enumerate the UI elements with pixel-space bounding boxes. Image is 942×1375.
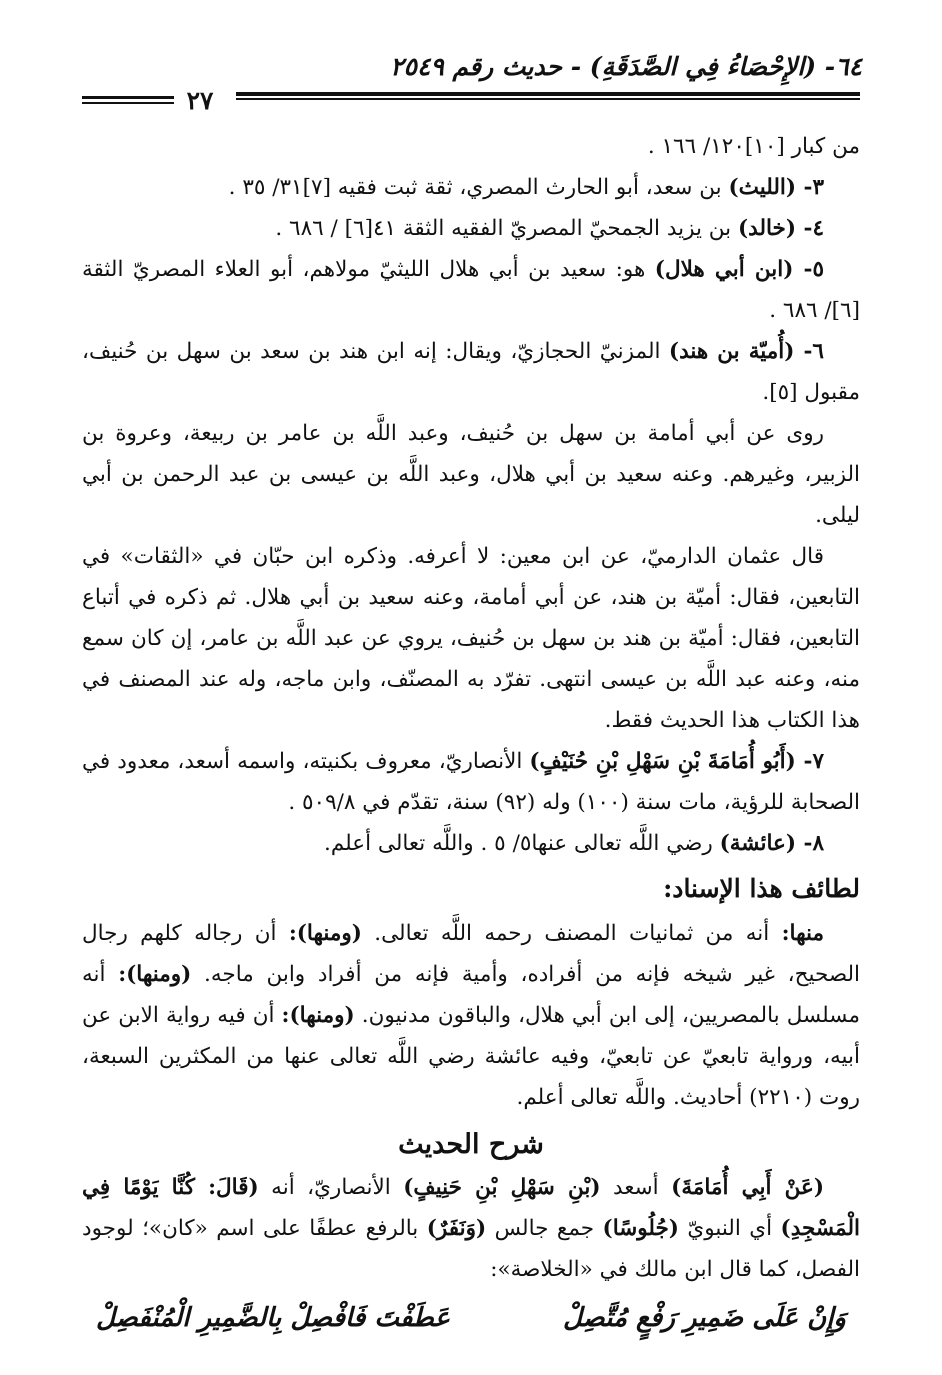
narrator-7-name: ٧- (أَبُو أُمَامَةَ بْنِ سَهْلِ بْنِ حُنَيْفٍ) — [529, 749, 824, 774]
narrator-5: ٥- (ابن أبي هلال) هو: سعيد بن أبي هلال الليثيّ مولاهم، أبو العلاء المصريّ الثقة [٦]/ ٦٨٦ . — [82, 257, 860, 323]
heading-lataif: لطائف هذا الإسناد: — [663, 874, 860, 903]
narrator-8: ٨- (عائشة) رضي اللَّه تعالى عنها٥/ ٥ . واللَّه تعالى أعلم. — [324, 831, 824, 856]
narrator-5-name: ٥- (ابن أبي هلال) — [654, 257, 824, 282]
narrator-4-name: ٤- (خالد) — [738, 216, 824, 241]
paragraph-continuation: من كبار [١٠]١٢٠/ ١٦٦ . — [647, 134, 860, 159]
heading-sharh: شرح الحديث — [398, 1129, 544, 1160]
narrator-4: ٤- (خالد) بن يزيد الجمحيّ المصريّ الفقيه الثقة ٤١[٦] / ٦٨٦ . — [275, 216, 824, 241]
page-number: ٢٧ — [186, 86, 214, 115]
header-rule-top — [236, 92, 860, 96]
narrator-3-name: ٣- (الليث) — [728, 175, 824, 200]
narrator-8-name: ٨- (عائشة) — [719, 831, 824, 856]
narrator-6: ٦- (أُميّة بن هند) المزنيّ الحجازيّ، ويقال: إنه ابن هند بن سعد بن سهل بن حُنيف، مقبول [٥]. — [82, 339, 860, 405]
paragraph-lataif: منها: أنه من ثمانيات المصنف رحمه اللَّه تعالى. (ومنها): أن رجاله كلهم رجال الصحيح، غير شيخه فإنه من أفراده، وأمية فإنه من أفراد وابن ماجه. (ومنها): أنه مسلسل بالمصريين، إلى ابن أبي هلال، والباقون مدنيون. (ومنها): أن فيه رواية الابن عن أبيه، ورواية تابعيّ عن تابعيّ، وفيه عائشة رضي اللَّه تعالى عنها من المكثرين السبعة، روت (٢٢١٠) أحاديث. واللَّه تعالى أعلم. — [82, 921, 860, 1110]
paragraph-qala: قال عثمان الدارميّ، عن ابن معين: لا أعرفه. وذكره ابن حبّان في «الثقات» في التابعين، فقال: أميّة بن هند، عن أبي أمامة، وعنه سعيد بن أبي هلال. ثم ذكره في أتباع التابعين، فقال: أميّة بن هند بن سهل بن حُنيف، يروي عن عبد اللَّه بن عامر، إن كان سمع منه، وعنه عبد اللَّه بن عيسى انتهى. تفرّد به المصنّف، وابن ماجه، وله عند المصنف في هذا الكتاب هذا الحديث فقط. — [82, 544, 860, 733]
narrator-6-name: ٦- (أُميّة بن هند) — [668, 339, 824, 364]
paragraph-rawa: روى عن أبي أمامة بن سهل بن حُنيف، وعبد اللَّه بن عامر بن ربيعة، وعروة بن الزبير، وغيرهم. وعنه سعيد بن أبي هلال، وعبد اللَّه بن عيسى بن عبد الرحمن بن أبي ليلى. — [82, 421, 860, 528]
main-content — [82, 126, 860, 1342]
verse-second-hemistich: عَطَفْتَ فَافْصِلْ بِالضَّمِيرِ الْمُنْفَصِلْ — [96, 1303, 450, 1333]
page-number-rule-top — [82, 96, 174, 99]
paragraph-sharh: (عَنْ أَبِي أُمَامَةَ) أسعد (بْنِ سَهْلِ بْنِ حَنِيفٍ) الأنصاريّ، أنه (قَالَ: كُنَّا يَوْمًا فِي الْمَسْجِدِ) أي النبويّ (جُلُوسًا) جمع جالس (وَنَفَرٌ) بالرفع عطفًا على اسم «كان»؛ لوجود الفصل، كما قال ابن مالك في «الخلاصة»: — [82, 1175, 861, 1282]
verse-first-hemistich: وَإِنْ عَلَى ضَمِيرِ رَفْعٍ مُتَّصِلْ — [562, 1303, 846, 1333]
poetry-verse — [82, 1290, 860, 1342]
running-header-title: ٦٤- (الإِحْصَاءُ فِي الصَّدَقَةِ) - حديث رقم ٢٥٤٩ — [390, 52, 862, 81]
page-number-rule-bottom — [82, 102, 174, 104]
header-rule-bottom — [236, 98, 860, 100]
narrator-3: ٣- (الليث) بن سعد، أبو الحارث المصري، ثقة ثبت فقيه [٧]٣١/ ٣٥ . — [228, 175, 824, 200]
narrator-7: ٧- (أَبُو أُمَامَةَ بْنِ سَهْلِ بْنِ حُنَيْفٍ) الأنصاريّ، معروف بكنيته، واسمه أسعد، معدود في الصحابة للرؤية، مات سنة (١٠٠) وله (٩٢) سنة، تقدّم في ٥٠٩/٨ . — [82, 749, 860, 815]
